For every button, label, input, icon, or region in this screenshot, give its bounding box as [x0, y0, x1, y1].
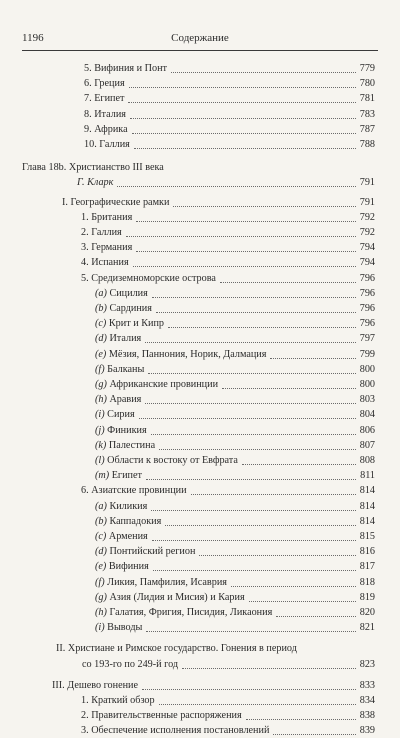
toc-text: (b) — [95, 303, 107, 314]
dot-leader — [220, 282, 356, 283]
toc-text: Понтийский регион — [109, 546, 196, 558]
page-number: 1196 — [22, 32, 44, 44]
dot-leader — [146, 631, 355, 632]
toc-entry — [95, 621, 375, 635]
toc-entry — [81, 256, 375, 270]
toc-entry — [95, 393, 375, 407]
toc-entry-label — [95, 439, 155, 453]
toc-page-number: 811 — [360, 470, 375, 482]
toc-entry — [95, 530, 375, 544]
toc-text: III. Дешево гонение — [52, 679, 139, 691]
toc-entry-label — [56, 642, 297, 656]
dot-leader — [148, 373, 355, 374]
dot-leader — [145, 342, 356, 343]
toc-text: (d) — [95, 546, 107, 558]
toc-text: (i) — [95, 409, 105, 421]
chapter-author — [77, 176, 375, 190]
toc-text: 3. Германия — [81, 242, 133, 254]
dot-leader — [132, 133, 356, 134]
toc-entry — [81, 709, 375, 723]
dot-leader — [117, 186, 355, 187]
toc-entry — [81, 724, 375, 738]
toc-text: Каппадокия — [109, 515, 162, 527]
dot-leader — [242, 464, 356, 465]
section-heading-cont — [82, 658, 375, 672]
toc-text: 3. Обеспечение исполнения постановлений — [81, 725, 270, 737]
dot-leader — [152, 297, 356, 298]
toc-text: 9. Африка — [84, 123, 128, 135]
dot-leader — [171, 72, 356, 73]
toc-page-number: 783 — [359, 108, 375, 120]
toc-text: Сирия — [107, 409, 135, 421]
toc-page-number: 806 — [359, 424, 375, 436]
toc-entry — [95, 348, 375, 362]
toc-page-number: 794 — [359, 242, 375, 254]
toc-entry-label — [95, 287, 148, 301]
toc-page-number: 799 — [359, 348, 375, 360]
toc-page-number: 781 — [359, 93, 375, 105]
toc-page-number: 791 — [359, 177, 375, 189]
toc-entry — [81, 241, 375, 255]
toc-page-number: 788 — [359, 139, 375, 150]
toc-text: (l) — [95, 455, 105, 466]
toc-page-number: 833 — [359, 679, 375, 691]
toc-entry-label — [84, 77, 125, 91]
toc-text: Киликия — [109, 500, 148, 512]
toc-page-number: 796 — [359, 272, 375, 284]
dot-leader — [130, 118, 356, 119]
toc-entry-label — [95, 302, 152, 316]
toc-page-number: 821 — [359, 622, 375, 634]
dot-leader — [136, 221, 355, 222]
toc-entry — [95, 560, 375, 574]
toc-entry — [95, 515, 375, 529]
dot-leader — [222, 388, 356, 389]
toc-text: (f) — [95, 363, 105, 375]
toc-entry-label — [81, 226, 122, 240]
toc-page-number: 787 — [359, 123, 375, 135]
toc-page-number: 814 — [359, 500, 375, 512]
dot-leader — [134, 148, 356, 149]
toc-text: (f) — [95, 576, 105, 588]
toc-entry-label — [95, 560, 149, 574]
toc-page-number: 804 — [359, 409, 375, 421]
toc-entry — [84, 108, 375, 122]
dot-leader — [231, 586, 356, 587]
toc-text: Аравия — [109, 394, 142, 406]
toc-text: (e) — [95, 348, 107, 360]
toc-page-number: 792 — [359, 211, 375, 223]
toc-entry-label — [95, 545, 195, 559]
toc-entry-label — [81, 724, 269, 738]
toc-text: Египет — [111, 470, 142, 482]
toc-entry-label — [95, 393, 141, 407]
dot-leader — [173, 206, 355, 207]
toc-entry — [81, 484, 375, 498]
dot-leader — [276, 616, 355, 617]
toc-entry-label — [95, 454, 238, 468]
toc-entry — [95, 454, 375, 468]
dot-leader — [182, 668, 356, 669]
toc-page-number: 796 — [359, 318, 375, 330]
toc-entry-label — [95, 530, 148, 544]
dot-leader — [146, 479, 356, 480]
toc-page-number: 834 — [359, 695, 375, 706]
toc-entry-label — [84, 108, 126, 122]
toc-entry — [95, 302, 375, 316]
dot-leader — [151, 510, 355, 511]
toc-text: со 193-го по 249-й год — [82, 658, 179, 670]
toc-entry — [95, 317, 375, 331]
toc-entry — [95, 500, 375, 514]
toc-entry-label — [52, 679, 138, 693]
toc-text: 1. Британия — [81, 211, 133, 223]
dot-leader — [142, 689, 356, 690]
toc-text: (i) — [95, 622, 105, 634]
toc-entry — [81, 694, 375, 708]
toc-entry-label — [95, 591, 245, 605]
toc-text: Христианство III века — [68, 162, 164, 174]
dot-leader — [145, 403, 355, 404]
toc-entry-label — [95, 469, 142, 483]
toc-entry-label — [95, 363, 144, 377]
toc-text: 5. Средиземноморские острова — [81, 272, 216, 284]
dot-leader — [191, 494, 356, 495]
toc-entry — [81, 226, 375, 240]
toc-entry-label — [95, 424, 147, 438]
toc-page-number: 819 — [359, 591, 375, 603]
toc-entry-label — [22, 161, 164, 175]
toc-text: (j) — [95, 424, 105, 436]
toc-text: Сардиния — [109, 303, 152, 314]
toc-text: (m) — [95, 470, 110, 482]
toc-entry-label — [84, 62, 167, 76]
toc-text: 7. Египет — [84, 93, 125, 105]
header-rule — [22, 50, 378, 51]
toc-page-number: 807 — [359, 439, 375, 451]
toc-entry-label — [84, 92, 124, 106]
dot-leader — [152, 540, 356, 541]
toc-text: (d) — [95, 333, 107, 345]
toc-entry-label — [95, 621, 142, 635]
dot-leader — [270, 358, 355, 359]
toc-page-number: 779 — [359, 63, 375, 74]
toc-entry-label — [95, 606, 272, 620]
toc-entry-label — [95, 348, 266, 362]
toc-entry — [95, 378, 375, 392]
toc-entry-label — [95, 332, 141, 346]
toc-text: Финикия — [107, 424, 147, 436]
toc-text: 1. Краткий обзор — [81, 695, 155, 706]
toc-entry-label — [95, 500, 147, 514]
toc-page-number: 816 — [359, 546, 375, 558]
toc-entry-label — [95, 515, 161, 529]
toc-page-number: 800 — [359, 363, 375, 375]
page-header — [22, 32, 378, 46]
toc-text: 6. Греция — [84, 78, 125, 90]
dot-leader — [273, 734, 355, 735]
dot-leader — [136, 251, 355, 252]
toc-entry-label — [95, 408, 135, 422]
toc-entry-label — [81, 256, 129, 270]
toc-text: Мёзия, Паннония, Норик, Далмация — [108, 348, 267, 360]
toc-page-number: 838 — [359, 710, 375, 722]
toc-text: (c) — [95, 318, 107, 330]
toc-page-number: 794 — [359, 257, 375, 269]
toc-page-number: 818 — [359, 576, 375, 588]
toc-entry — [95, 363, 375, 377]
toc-text: Крит и Кипр — [108, 318, 164, 330]
toc-text: 2. Галлия — [81, 227, 122, 238]
toc-text: (k) — [95, 439, 107, 451]
toc-entry-label — [81, 694, 155, 708]
toc-page-number: 800 — [359, 379, 375, 390]
toc-entry — [84, 77, 375, 91]
dot-leader — [129, 87, 356, 88]
dot-leader — [128, 102, 355, 103]
toc-entry-label — [95, 317, 164, 331]
toc-entry-label — [82, 658, 178, 672]
toc-text: Сицилия — [109, 287, 148, 299]
toc-entry-label — [95, 378, 218, 392]
toc-entry — [95, 408, 375, 422]
toc-page-number: 820 — [359, 607, 375, 618]
toc-text: (e) — [95, 561, 107, 573]
running-title: Содержание — [171, 32, 229, 44]
toc-text: Вифиния — [108, 561, 149, 573]
dot-leader — [199, 555, 355, 556]
toc-entry-label — [77, 176, 113, 190]
toc-page-number: 791 — [359, 196, 375, 208]
dot-leader — [168, 327, 356, 328]
toc-page-number: 808 — [359, 455, 375, 466]
toc-entry — [95, 469, 375, 483]
toc-text: (c) — [95, 531, 107, 542]
chapter-heading — [22, 161, 375, 175]
toc-text: Области к востоку от Евфрата — [107, 455, 238, 466]
toc-entry — [81, 211, 375, 225]
toc-text: 6. Азиатские провинции — [81, 485, 187, 497]
toc-entry-label — [81, 211, 132, 225]
toc-text: Италия — [109, 333, 142, 345]
toc-text: Г. Кларк — [77, 177, 114, 189]
toc-entry — [95, 606, 375, 620]
dot-leader — [249, 601, 356, 602]
toc-text: 8. Италия — [84, 108, 126, 120]
toc-page-number: 780 — [359, 78, 375, 90]
dot-leader — [159, 449, 356, 450]
toc-text: 10. Галлия — [84, 139, 130, 150]
toc-entry — [95, 332, 375, 346]
toc-text: (a) — [95, 500, 107, 512]
toc-entry — [95, 424, 375, 438]
toc-page-number: 815 — [359, 531, 375, 542]
toc-text: Ликия, Памфилия, Исаврия — [107, 576, 227, 588]
toc-text: (h) — [95, 394, 107, 406]
toc-text: Галатия, Фригия, Писидия, Ликаония — [109, 607, 273, 618]
toc-entry — [84, 92, 375, 106]
toc-page-number: 823 — [359, 658, 375, 670]
toc-page-number: 797 — [359, 333, 375, 345]
toc-entry — [84, 138, 375, 152]
toc-entry-label — [84, 138, 130, 152]
dot-leader — [133, 266, 356, 267]
toc-entry-label — [81, 709, 242, 723]
toc-entry — [95, 545, 375, 559]
toc-entry — [84, 123, 375, 137]
toc-text: 2. Правительственные распоряжения — [81, 710, 242, 722]
toc-text: (a) — [95, 287, 107, 299]
section-heading — [62, 196, 375, 210]
toc-entry — [95, 576, 375, 590]
toc-page-number: 817 — [359, 561, 375, 573]
toc-text: 4. Испания — [81, 257, 129, 269]
toc-entry — [81, 272, 375, 286]
toc-entry-label — [81, 484, 187, 498]
section-heading — [52, 679, 375, 693]
toc-entry-label — [62, 196, 169, 210]
toc-page-number: 814 — [359, 515, 375, 527]
toc-text: II. Христиане и Римское государство. Гонения в период — [56, 643, 297, 655]
toc-text: Выводы — [107, 622, 143, 634]
toc-text: Азия (Лидия и Мисия) и Кария — [109, 591, 245, 603]
dot-leader — [153, 570, 356, 571]
toc-entry — [95, 591, 375, 605]
section-heading — [56, 642, 375, 656]
toc-page-number: 796 — [359, 303, 375, 314]
dot-leader — [165, 525, 355, 526]
toc-entry-label — [84, 123, 128, 137]
toc-page-number: 792 — [359, 227, 375, 238]
dot-leader — [151, 434, 356, 435]
toc-text: Африканские провинции — [109, 379, 219, 390]
toc-text: 5. Вифиния и Понт — [84, 63, 167, 74]
toc-page-number: 839 — [359, 725, 375, 737]
dot-leader — [156, 312, 356, 313]
toc-page-number: 814 — [359, 485, 375, 497]
toc-text: (b) — [95, 515, 107, 527]
toc-page-number: 803 — [359, 394, 375, 406]
toc-text: Палестина — [108, 439, 156, 451]
toc-text: Армения — [108, 531, 148, 542]
dot-leader — [159, 704, 356, 705]
dot-leader — [139, 418, 356, 419]
toc-entry — [95, 287, 375, 301]
toc-page-number: 796 — [359, 287, 375, 299]
toc-text: (g) — [95, 591, 107, 603]
toc-entry — [84, 62, 375, 76]
toc-text: (h) — [95, 607, 107, 618]
toc-text: Балканы — [107, 363, 145, 375]
toc-entry-label — [81, 241, 132, 255]
toc-entry-label — [81, 272, 216, 286]
toc-entry-label — [95, 576, 227, 590]
toc-text: I. Географические рамки — [62, 196, 170, 208]
toc-entry — [95, 439, 375, 453]
toc-text: (g) — [95, 379, 107, 390]
toc-text: Глава 18b. — [22, 162, 67, 174]
dot-leader — [246, 719, 356, 720]
dot-leader — [126, 236, 356, 237]
